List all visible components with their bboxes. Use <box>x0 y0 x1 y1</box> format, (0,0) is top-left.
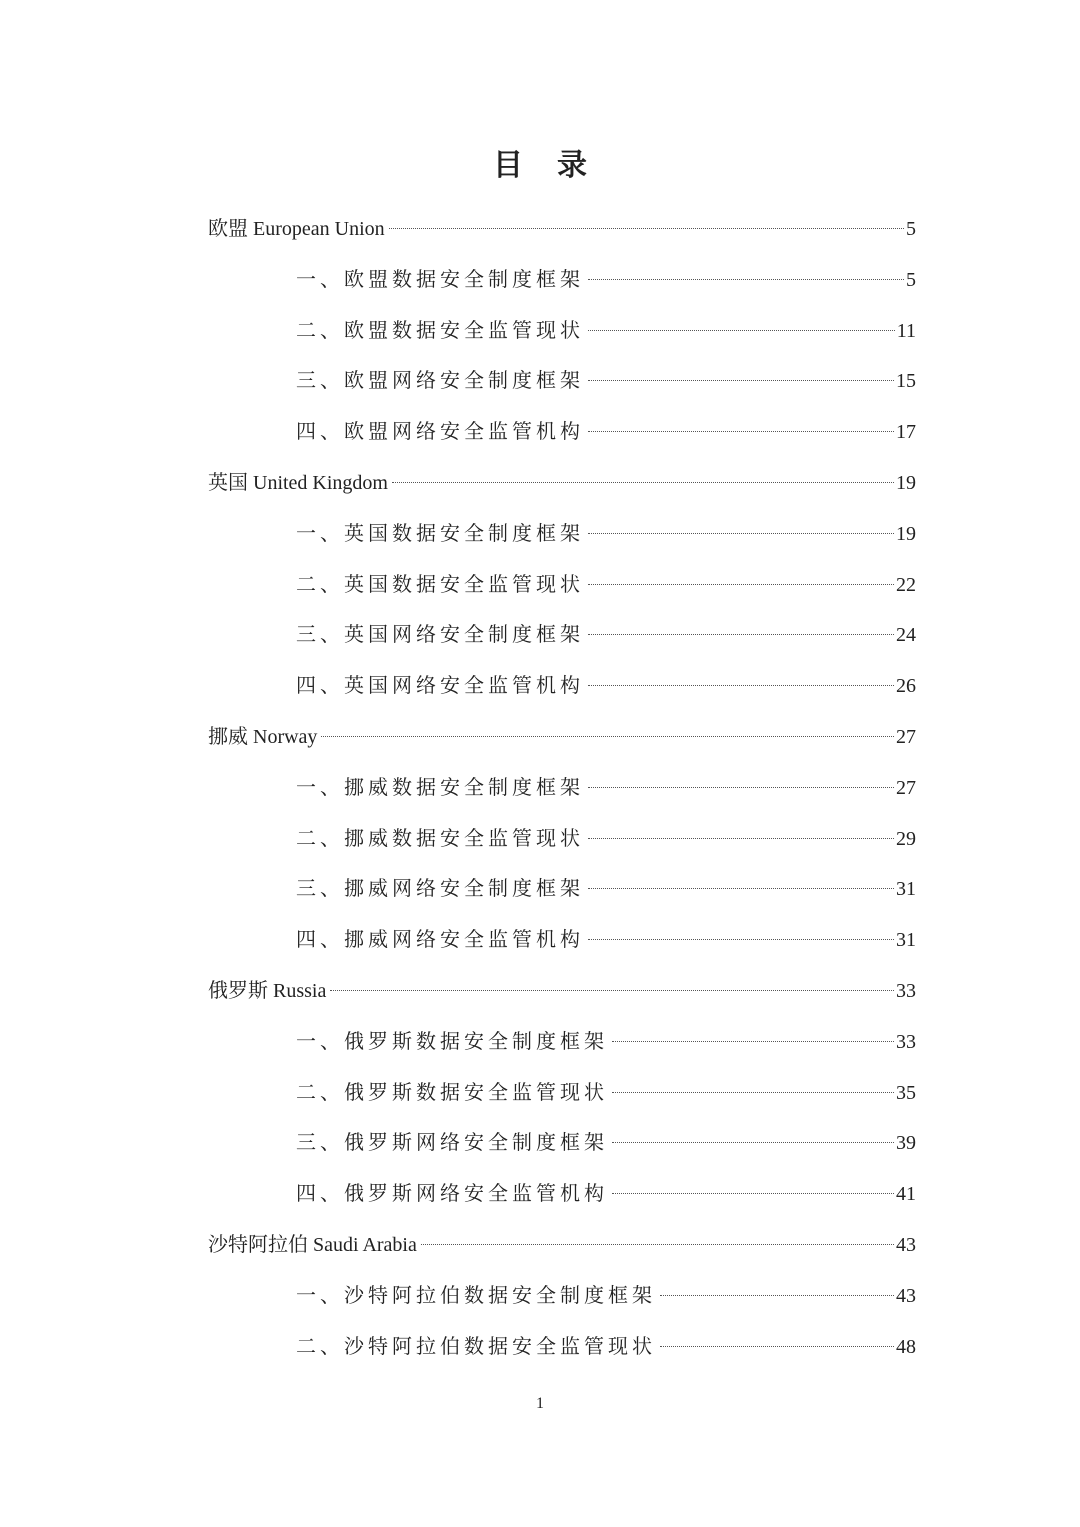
dot-leader <box>588 584 894 585</box>
toc-entry-section[interactable] <box>208 305 916 356</box>
toc-entry-section[interactable] <box>208 508 916 559</box>
dot-leader <box>588 330 895 331</box>
toc-entry-chinese-title: 二、俄罗斯数据安全监管现状 <box>296 1079 608 1104</box>
toc-entry-english-title: European Union <box>253 218 385 240</box>
toc-entry-chinese-title: 二、英国数据安全监管现状 <box>296 571 584 596</box>
toc-title-part-2: 录 <box>557 148 587 183</box>
toc-entry-page-number: 15 <box>896 370 916 393</box>
toc-entry-page-number: 48 <box>896 1335 916 1358</box>
dot-leader <box>660 1346 894 1347</box>
toc-entry-chinese-title: 一、俄罗斯数据安全制度框架 <box>296 1028 608 1053</box>
toc-entry-page-number: 33 <box>896 1030 916 1053</box>
toc-entry-page-number: 19 <box>896 522 916 545</box>
toc-entry-text <box>296 863 584 915</box>
toc-entry-page-number: 43 <box>896 1233 916 1256</box>
toc-entry-text <box>296 762 584 814</box>
toc-entry-english-title: Norway <box>253 725 318 748</box>
dot-leader <box>588 939 894 940</box>
toc-entry-section[interactable] <box>208 762 916 813</box>
toc-title-part-1: 目 <box>493 148 523 183</box>
dot-leader <box>588 431 894 432</box>
toc-entry-chinese-title: 四、欧盟网络安全监管机构 <box>296 419 584 444</box>
toc-entry-text <box>296 1168 608 1220</box>
toc-entry-text <box>208 965 326 1017</box>
toc-list <box>208 203 916 1371</box>
toc-entry-chinese-title: 一、沙特阿拉伯数据安全制度框架 <box>296 1282 656 1307</box>
dot-leader <box>588 279 904 280</box>
toc-entry-text <box>296 1117 608 1169</box>
toc-entry-chinese-title: 一、欧盟数据安全制度框架 <box>296 266 584 291</box>
toc-entry-chapter[interactable] <box>208 711 916 762</box>
toc-entry-text <box>296 355 584 407</box>
toc-entry-chinese-title: 二、欧盟数据安全监管现状 <box>296 317 584 342</box>
toc-entry-chinese-title: 挪威 <box>208 723 248 748</box>
toc-entry-text <box>296 559 584 611</box>
toc-entry-chinese-title: 三、欧盟网络安全制度框架 <box>296 368 584 393</box>
toc-entry-chinese-title: 俄罗斯 <box>208 977 268 1002</box>
toc-entry-chinese-title: 四、英国网络安全监管机构 <box>296 673 584 698</box>
toc-entry-page-number: 31 <box>896 878 916 901</box>
toc-entry-chinese-title: 四、俄罗斯网络安全监管机构 <box>296 1181 608 1206</box>
toc-entry-text <box>208 203 385 255</box>
dot-leader <box>588 634 894 635</box>
dot-leader <box>660 1295 894 1296</box>
toc-entry-english-title: Saudi Arabia <box>313 1233 417 1256</box>
dot-leader <box>321 736 894 737</box>
toc-entry-page-number: 43 <box>896 1284 916 1307</box>
dot-leader <box>588 787 894 788</box>
toc-entry-section[interactable] <box>208 559 916 610</box>
toc-entry-chinese-title: 四、挪威网络安全监管机构 <box>296 927 584 952</box>
toc-entry-chapter[interactable] <box>208 457 916 508</box>
dot-leader <box>612 1193 894 1194</box>
toc-entry-section[interactable] <box>208 1016 916 1067</box>
toc-entry-page-number: 5 <box>906 218 916 240</box>
toc-entry-section[interactable] <box>208 609 916 660</box>
toc-entry-chapter[interactable] <box>208 203 916 254</box>
toc-entry-text <box>296 1321 656 1373</box>
toc-entry-chinese-title: 一、挪威数据安全制度框架 <box>296 774 584 799</box>
toc-entry-text <box>296 254 584 306</box>
toc-entry-text <box>208 457 388 509</box>
toc-entry-page-number: 27 <box>896 725 916 748</box>
toc-entry-page-number: 19 <box>896 471 916 494</box>
toc-entry-text <box>296 660 584 712</box>
toc-entry-page-number: 27 <box>896 776 916 799</box>
toc-entry-page-number: 39 <box>896 1132 916 1155</box>
toc-entry-section[interactable] <box>208 1321 916 1372</box>
dot-leader <box>389 228 904 229</box>
toc-entry-section[interactable] <box>208 863 916 914</box>
dot-leader <box>612 1092 894 1093</box>
toc-entry-chinese-title: 三、英国网络安全制度框架 <box>296 622 584 647</box>
toc-entry-text <box>296 609 584 661</box>
dot-leader <box>392 482 894 483</box>
toc-entry-page-number: 22 <box>896 573 916 596</box>
toc-entry-chinese-title: 二、沙特阿拉伯数据安全监管现状 <box>296 1333 656 1358</box>
toc-title <box>0 140 1080 184</box>
toc-entry-section[interactable] <box>208 1168 916 1219</box>
toc-entry-section[interactable] <box>208 254 916 305</box>
toc-entry-chinese-title: 三、俄罗斯网络安全制度框架 <box>296 1130 608 1155</box>
toc-entry-text <box>296 508 584 560</box>
toc-entry-chapter[interactable] <box>208 1219 916 1270</box>
toc-entry-page-number: 17 <box>896 421 916 444</box>
toc-entry-page-number: 31 <box>896 929 916 952</box>
toc-entry-page-number: 26 <box>896 675 916 698</box>
toc-entry-chapter[interactable] <box>208 965 916 1016</box>
toc-entry-page-number: 24 <box>896 624 916 647</box>
dot-leader <box>588 685 894 686</box>
toc-entry-text <box>296 813 584 865</box>
toc-entry-text <box>208 711 317 763</box>
toc-entry-section[interactable] <box>208 660 916 711</box>
toc-entry-text <box>296 1067 608 1119</box>
toc-entry-page-number: 33 <box>896 979 916 1002</box>
toc-entry-chinese-title: 三、挪威网络安全制度框架 <box>296 876 584 901</box>
toc-entry-text <box>296 406 584 458</box>
toc-entry-text <box>208 1219 417 1271</box>
toc-entry-page-number: 41 <box>896 1183 916 1206</box>
toc-entry-page-number: 29 <box>896 827 916 850</box>
toc-entry-section[interactable] <box>208 1117 916 1168</box>
dot-leader <box>588 838 894 839</box>
toc-entry-chinese-title: 欧盟 <box>208 216 248 240</box>
toc-entry-section[interactable] <box>208 914 916 965</box>
toc-entry-section[interactable] <box>208 406 916 457</box>
dot-leader <box>612 1041 894 1042</box>
footer-page-number: 1 <box>536 1395 544 1412</box>
toc-entry-chinese-title: 沙特阿拉伯 <box>208 1231 308 1256</box>
toc-entry-chinese-title: 二、挪威数据安全监管现状 <box>296 825 584 850</box>
dot-leader <box>588 888 894 889</box>
toc-entry-english-title: United Kingdom <box>253 471 388 494</box>
toc-entry-text <box>296 914 584 966</box>
dot-leader <box>588 533 894 534</box>
toc-entry-section[interactable] <box>208 1067 916 1118</box>
toc-entry-section[interactable] <box>208 813 916 864</box>
toc-entry-page-number: 35 <box>896 1081 916 1104</box>
dot-leader <box>421 1244 894 1245</box>
toc-entry-english-title: Russia <box>273 979 327 1002</box>
toc-entry-text <box>296 1016 608 1068</box>
dot-leader <box>330 990 894 991</box>
toc-entry-text <box>296 305 584 357</box>
toc-entry-text <box>296 1270 656 1322</box>
toc-entry-page-number: 11 <box>896 319 916 342</box>
toc-entry-page-number: 5 <box>906 268 916 291</box>
dot-leader <box>588 380 894 381</box>
toc-entry-section[interactable] <box>208 355 916 406</box>
toc-entry-section[interactable] <box>208 1270 916 1321</box>
toc-entry-chinese-title: 一、英国数据安全制度框架 <box>296 520 584 545</box>
toc-entry-chinese-title: 英国 <box>208 469 248 494</box>
dot-leader <box>612 1142 894 1143</box>
